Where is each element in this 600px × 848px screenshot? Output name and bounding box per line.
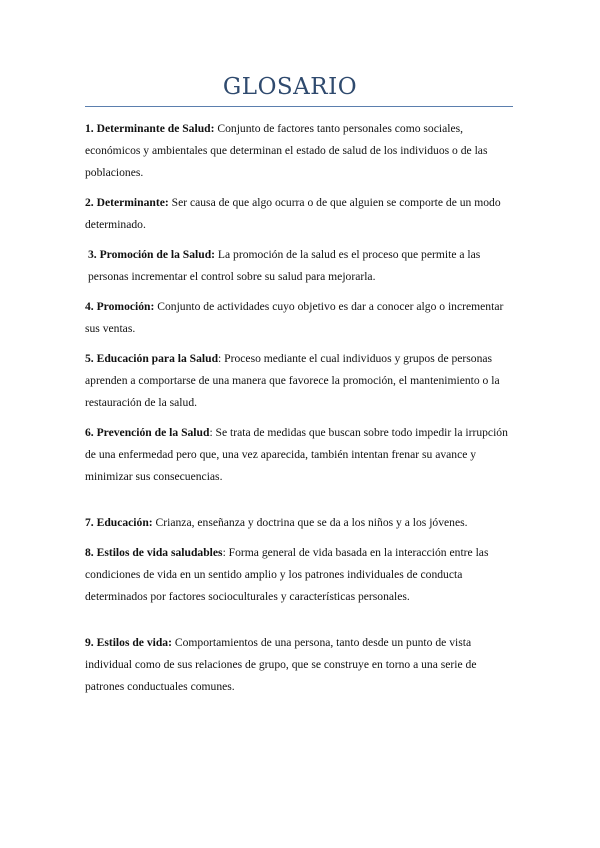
glossary-list — [85, 118, 513, 706]
glossary-term: 4. Promoción: — [85, 300, 155, 313]
glossary-term: 2. Determinante: — [85, 196, 169, 209]
page-title: GLOSARIO — [222, 74, 358, 100]
glossary-definition: : Proceso mediante el cual individuos y grupos de personas aprenden a comportarse de una manera que favorece la promoción, el mantenimiento o la restauración de la salud. — [85, 352, 500, 409]
glossary-definition: La promoción de la salud es el proceso que permite a las personas incrementar el control sobre su salud para mejorarla. — [88, 248, 481, 283]
glossary-definition: : Se trata de medidas que buscan sobre todo impedir la irrupción de una enfermedad pero que, una vez aparecida, también intentan frenar su avance y minimizar sus consecuencias. — [85, 426, 508, 483]
glossary-entry-6 — [85, 422, 513, 488]
glossary-entry-9 — [85, 632, 513, 698]
glossary-term: 9. Estilos de vida: — [85, 636, 172, 649]
glossary-entry-1 — [85, 118, 513, 184]
glossary-definition: : Forma general de vida basada en la interacción entre las condiciones de vida en un sentido amplio y los patrones individuales de conducta determinados por factores socioculturales y características personales. — [85, 546, 489, 603]
glossary-term: 1. Determinante de Salud: — [85, 122, 215, 135]
glossary-definition: Conjunto de factores tanto personales como sociales, económicos y ambientales que determinan el estado de salud de los individuos o de las poblaciones. — [85, 122, 488, 179]
glossary-entry-5 — [85, 348, 513, 414]
glossary-term: 5. Educación para la Salud — [85, 352, 219, 365]
glossary-entry-2 — [85, 192, 513, 236]
glossary-definition: Ser causa de que algo ocurra o de que alguien se comporte de un modo determinado. — [85, 196, 501, 231]
glossary-term: 7. Educación: — [85, 516, 153, 529]
glossary-entry-8 — [85, 542, 513, 608]
glossary-entry-3 — [85, 244, 513, 288]
glossary-definition: Comportamientos de una persona, tanto desde un punto de vista individual como de sus relaciones de grupo, que se construye en torno a una serie de patrones conductuales comunes. — [85, 636, 477, 693]
glossary-term: 3. Promoción de la Salud: — [88, 248, 216, 261]
glossary-entry-7 — [85, 512, 513, 534]
glossary-entry-4 — [85, 296, 513, 340]
glossary-term: 6. Prevención de la Salud — [85, 426, 210, 439]
title-divider — [85, 106, 513, 107]
glossary-definition: Crianza, enseñanza y doctrina que se da a los niños y a los jóvenes. — [152, 516, 468, 529]
glossary-definition: Conjunto de actividades cuyo objetivo es dar a conocer algo o incrementar sus ventas. — [85, 300, 504, 335]
glossary-term: 8. Estilos de vida saludables — [85, 546, 223, 559]
